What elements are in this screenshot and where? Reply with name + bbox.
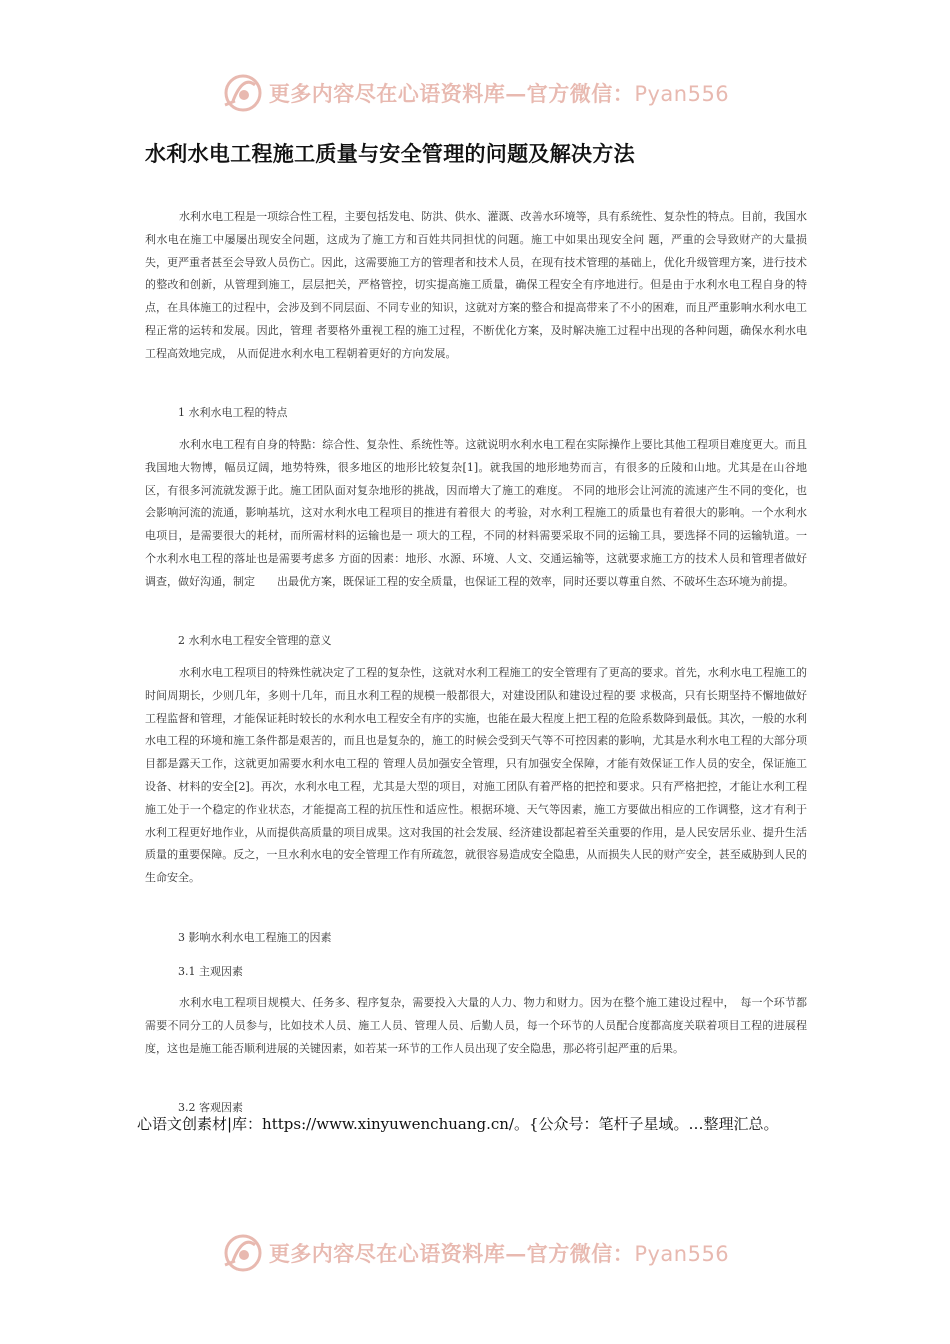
section-3-heading: 3 影响水利水电工程施工的因素 bbox=[178, 931, 332, 944]
section-3-1-heading: 3.1 主观因素 bbox=[178, 965, 243, 978]
section-2-heading: 2 水利水电工程安全管理的意义 bbox=[178, 634, 332, 647]
section-2-paragraph: 水利水电工程项目的特殊性就决定了工程的复杂性，这就对水利工程施工的安全管理有了更高的要求。首先，水利水电工程施工的时间周期长，少则几年，多则十几年，而且水利工程的规模一般都很大，对建设团队和建设过程的要 求极高，只有长期坚持不懈地做好工程监督和管理，才能保证耗时较长的水利水电工程安全有序的实施，也能在最大程度上把工程的危险系数降到最低。其次，一般的水利水电工程的环境和施工条件都是艰苦的，而且也是复杂的，施工的时候会受到天气等不可控因素的影响，尤其是水利水电工程的大部分项目都是露天工作，这就更加需要水利水电工程的 管理人员加强安全管理，只有加强安全保障，才能有效保证工作人员的安全，保证施工设备、材料的安全[2]。再次，水利水电工程，尤其是大型的项目，对施工团队有着严格的把控和要求。只有严格把控，才能让水利工程施工处于一个稳定的作业状态，才能提高工程的抗压性和适应性。根据环境、天气等因素，施工方要做出相应的工作调整，这才有利于 水利工程更好地作业，从而提供高质量的项目成果。这对我国的社会发展、经济建设都起着至关重要的作用，是人民安居乐业、提升生活质量的重要保障。反之，一旦水利水电的安全管理工作有所疏忽，就很容易造成安全隐患，从而损失人民的财产安全，甚至威胁到人民的生命安全。 bbox=[145, 666, 829, 885]
banner-text: 更多内容尽在心语资料库—官方微信：Pyan556 bbox=[268, 81, 730, 106]
banner-handle: Pyan556 bbox=[634, 1242, 730, 1266]
logo-icon bbox=[221, 71, 265, 115]
logo-icon bbox=[221, 1231, 265, 1275]
section-3-1-paragraph: 水利水电工程项目规模大、任务多、程序复杂，需要投入大量的人力、物力和财力。因为在整个施工建设过程中， 每一个环节都需要不同分工的人员参与，比如技术人员、施工人员、管理人员、后勤人员，每一个环节的人员配合度都高度关联着项目工程的进展程度，这也是施工能否顺利进展的关键因素，如若某一环节的工作人员出现了安全隐患，那必将引起严重的后果。 bbox=[145, 996, 807, 1055]
top-banner bbox=[0, 70, 950, 116]
section-3-2-heading: 3.2 客观因素 bbox=[178, 1101, 243, 1114]
bottom-banner bbox=[0, 1230, 950, 1276]
section-1-heading: 1 水利水电工程的特点 bbox=[178, 406, 288, 419]
intro-paragraph: 水利水电工程是一项综合性工程，主要包括发电、防洪、供水、灌溉、改善水环境等，具有系统性、复杂性的特点。目前，我国水利水电在施工中屡屡出现安全问题，这成为了施工方和百姓共同担忧的问题。施工中如果出现安全问 题，严重的会导致财产的大量损失，更严重者甚至会导致人员伤亡。因此，这需要施工方的管理者和技术人员，在现有技术管理的基础上，优化升级管理方案，进行技术的整改和创新，从管理到施工，层层把关，严格管控，切实提高施工质量，确保工程安全有序地进行。但是由于水利水电工程自身的特点，在具体施工的过程中，会涉及到不同层面、不同专业的知识，这就对方案的整合和提高带来了不小的困难，而且严重影响水利水电工程正常的运转和发展。因此，管理 者要格外重视工程的施工过程，不断优化方案，及时解决施工过程中出现的各种问题，确保水利水电工程高效地完成， 从而促进水利水电工程朝着更好的方向发展。 bbox=[145, 210, 807, 360]
banner-text: 更多内容尽在心语资料库—官方微信：Pyan556 bbox=[268, 1241, 730, 1266]
section-1-paragraph: 水利水电工程有自身的特點：综合性、复杂性、系统性等。这就说明水利水电工程在实际操作上要比其他工程项目难度更大。而且我国地大物博，幅员辽阔，地势特殊，很多地区的地形比较复杂[1]。就我国的地形地势而言，有很多的丘陵和山地。尤其是在山谷地区，有很多河流就发源于此。施工团队面对复杂地形的挑战，因而增大了施工的难度。 不同的地形会让河流的流速产生不同的变化，也会影响河流的流通，影响基坑，这对水利水电工程项目的推进有着很大 的考验，对水利工程施工的质量也有着很大的影响。一个水利水电项目，是需要很大的耗材，而所需材料的运输也是一 项大的工程，不同的材料需要采取不同的运输工具，要选择不同的运输轨道。一个水利水电工程的落址也是需要考虑多 方面的因素：地形、水源、环境、人文、交通运输等，这就要求施工方的技术人员和管理者做好调查，做好沟通，制定 出最优方案，既保证工程的安全质量，也保证工程的效率，同时还要以尊重自然、不破坏生态环境为前提。 bbox=[145, 438, 807, 588]
page-title: 水利水电工程施工质量与安全管理的问题及解决方法 bbox=[145, 142, 635, 166]
banner-handle: Pyan556 bbox=[634, 82, 730, 106]
footer-note: 心语文创素材|库：https://www.xinyuwenchuang.cn/。{公众号：笔杆子星域。…整理汇总。 bbox=[137, 1115, 779, 1133]
